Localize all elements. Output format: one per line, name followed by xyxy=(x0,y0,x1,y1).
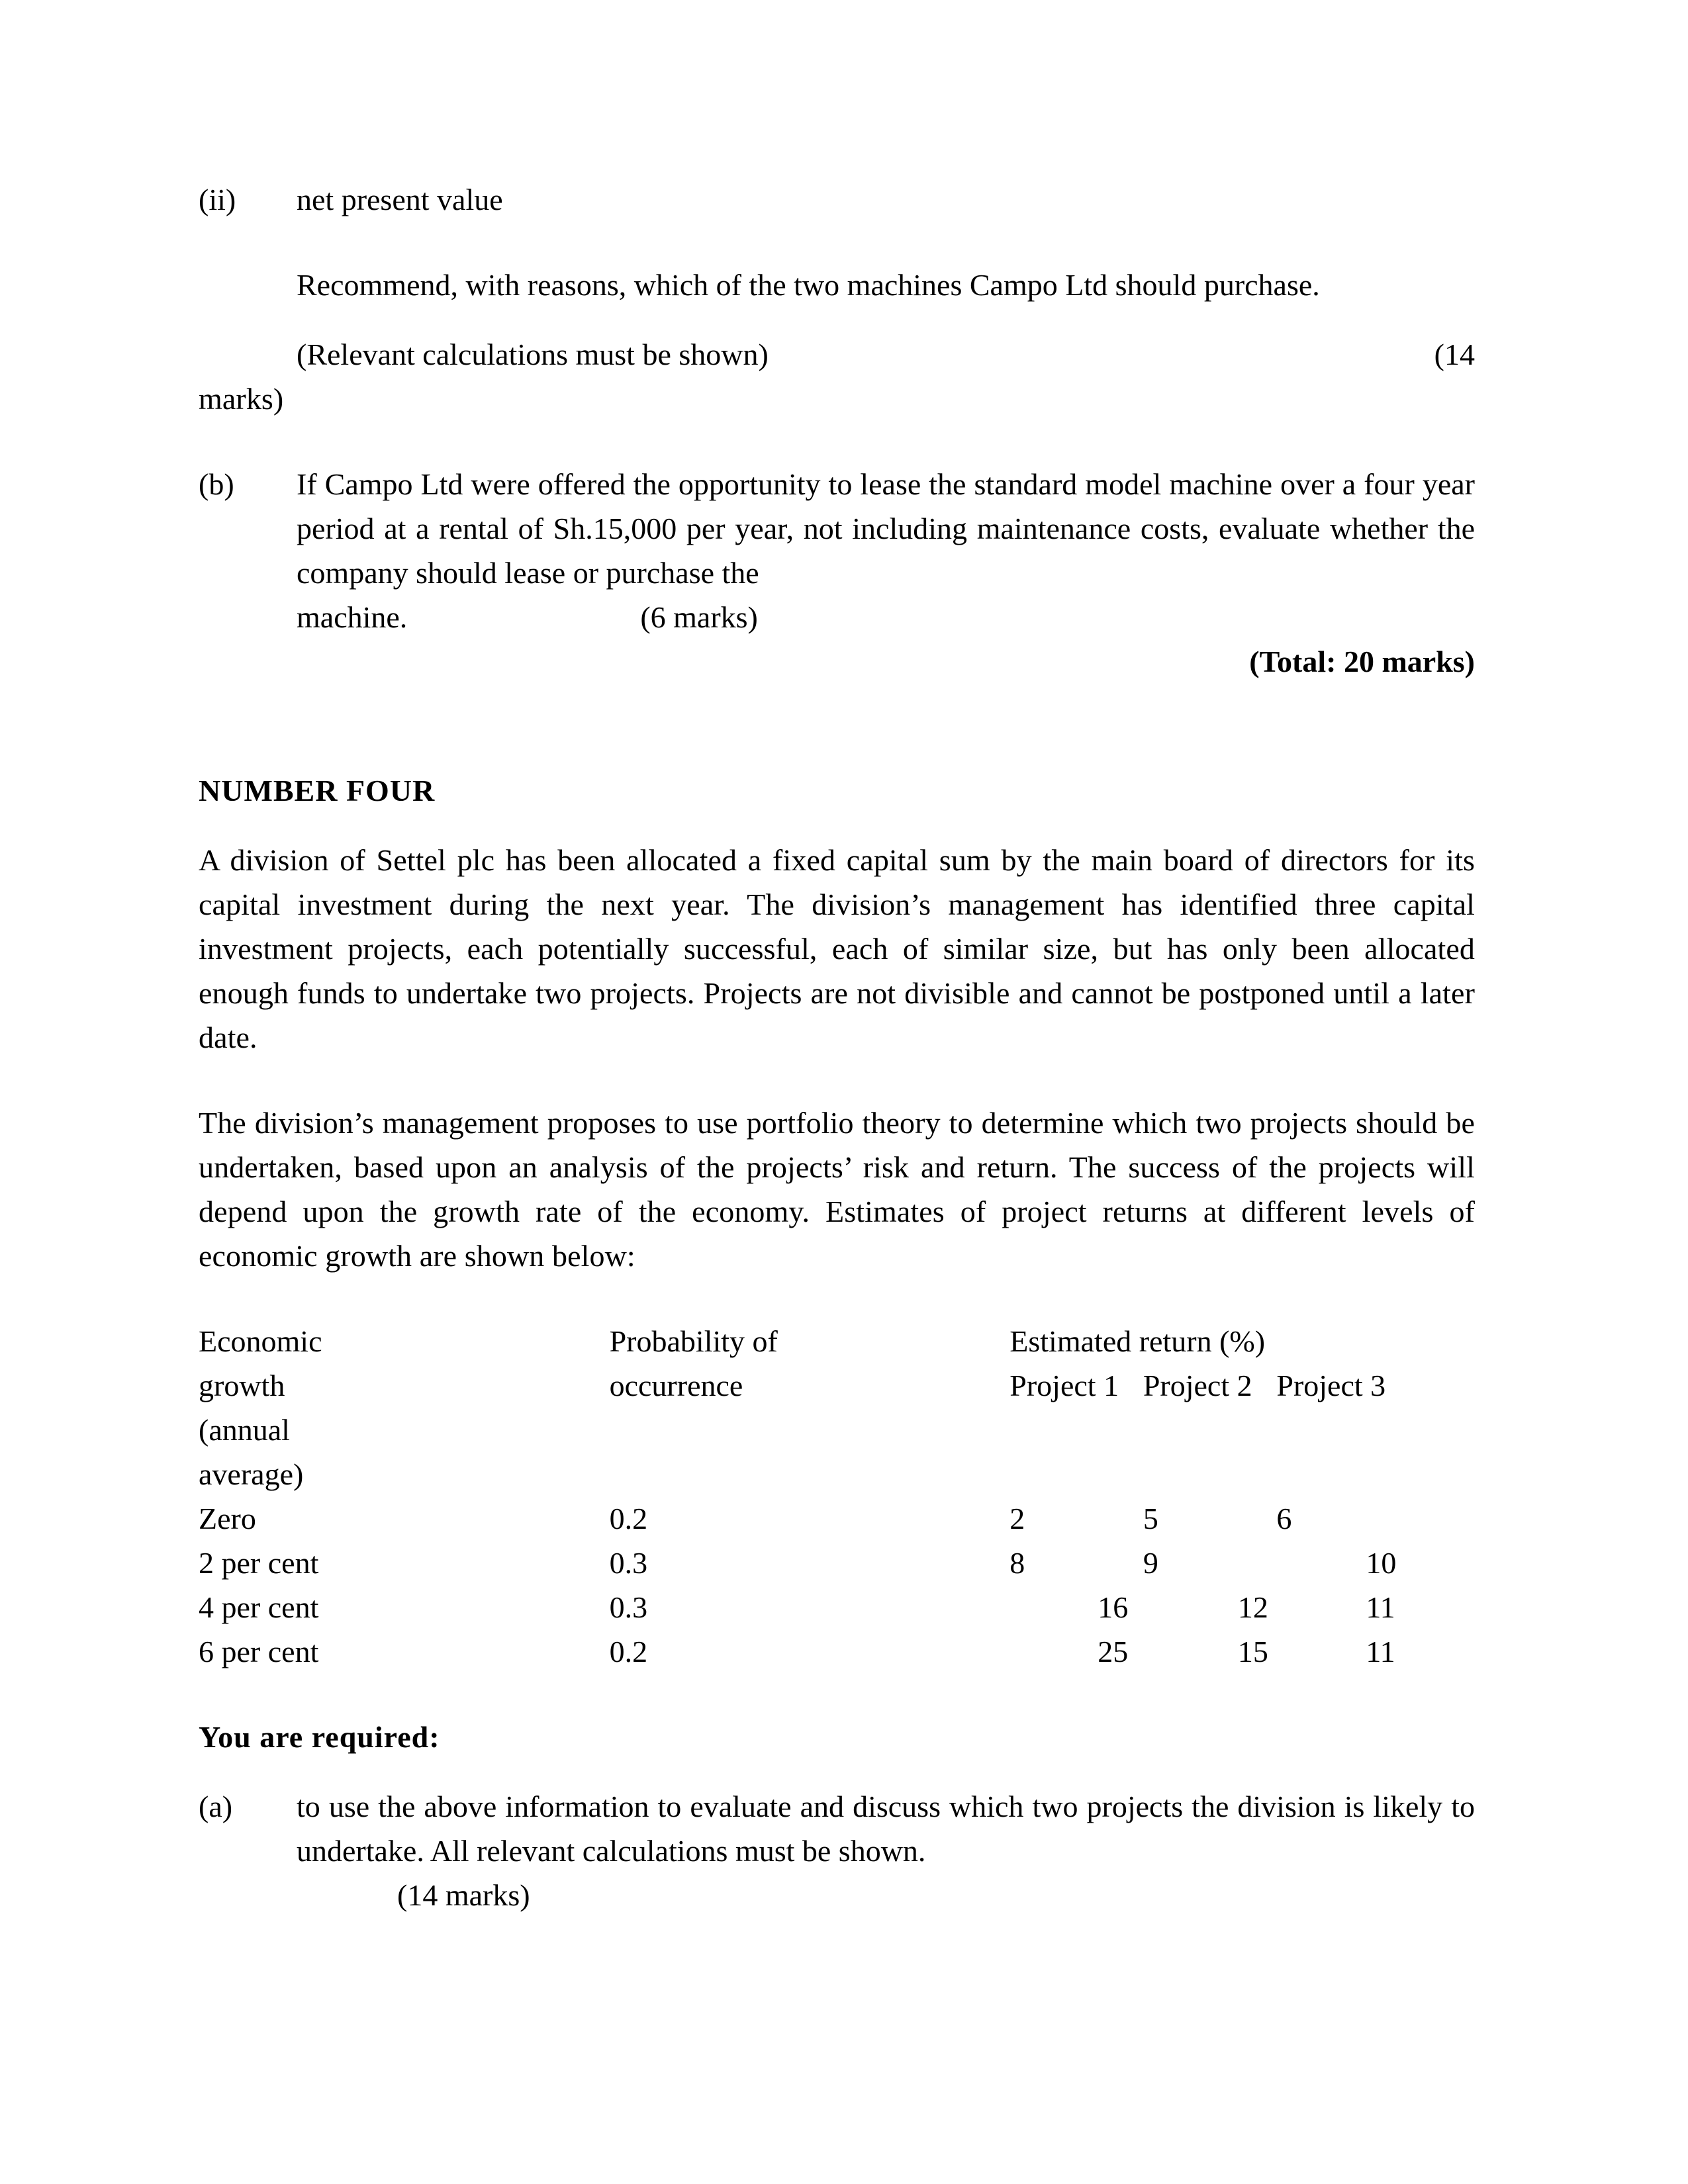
page-content xyxy=(199,177,1475,1917)
table-header-row-1 xyxy=(199,1319,1410,1363)
cell-growth: 2 per cent xyxy=(199,1546,319,1580)
cell-project-1: 2 xyxy=(1009,1502,1025,1535)
returns-table xyxy=(199,1319,1410,1674)
cell-project-1: 8 xyxy=(1009,1546,1025,1580)
spacer xyxy=(199,1278,1475,1319)
header-occurrence: occurrence xyxy=(609,1369,743,1402)
cell-project-3: 10 xyxy=(1366,1546,1397,1580)
table-row xyxy=(199,1541,1410,1585)
portfolio-paragraph: The division’s management proposes to use portfolio theory to determine which two projects should be undertaken, based upon an analysis of the projects’ risk and return. The success of the projects will depend upon the growth rate of the economy. Estimates of project returns at different levels of economic growth are shown below: xyxy=(199,1106,1475,1273)
relevant-calculations-marks: (14 xyxy=(1434,338,1475,371)
item-a-marks: (14 marks) xyxy=(397,1878,530,1912)
spacer xyxy=(199,813,1475,838)
table-header-row-4 xyxy=(199,1452,1410,1496)
cell-project-3: 11 xyxy=(1366,1590,1395,1624)
cell-project-2: 12 xyxy=(1237,1590,1268,1624)
table-row xyxy=(199,1585,1410,1629)
cell-growth: Zero xyxy=(199,1502,256,1535)
cell-probability: 0.3 xyxy=(609,1590,648,1624)
header-project-1: Project 1 xyxy=(1009,1369,1119,1402)
spacer xyxy=(199,1060,1475,1101)
header-economic: Economic xyxy=(199,1324,322,1358)
cell-project-3: 11 xyxy=(1366,1635,1395,1668)
list-text-a: to use the above information to evaluate and discuss which two projects the division is likely to undertake. All relevant calculations must be shown. xyxy=(297,1790,1475,1868)
spacer xyxy=(199,307,1475,332)
spacer xyxy=(199,684,1475,768)
list-item-ii xyxy=(199,177,1475,222)
table-header-row-2 xyxy=(199,1363,1410,1408)
table-header-row-3 xyxy=(199,1408,1410,1452)
header-growth: growth xyxy=(199,1369,285,1402)
list-item-a xyxy=(199,1784,1475,1873)
table-row xyxy=(199,1629,1410,1674)
relevant-calculations-note: (Relevant calculations must be shown) xyxy=(297,338,769,371)
cell-probability: 0.2 xyxy=(609,1635,648,1668)
cell-probability: 0.2 xyxy=(609,1502,648,1535)
header-project-3: Project 3 xyxy=(1276,1369,1386,1402)
cell-project-3: 6 xyxy=(1276,1502,1292,1535)
spacer xyxy=(199,1759,1475,1784)
list-marker-ii: (ii) xyxy=(199,183,236,216)
spacer xyxy=(199,222,1475,263)
header-average: average) xyxy=(199,1457,304,1491)
list-text-b: If Campo Ltd were offered the opportunity to lease the standard model machine over a four year period at a rental of Sh.15,000 per year, not including maintenance costs, evaluate whether the company should lease or purchase the xyxy=(297,467,1475,590)
list-item-b xyxy=(199,462,1475,595)
header-probability: Probability of xyxy=(609,1324,778,1358)
list-text-ii: net present value xyxy=(297,183,503,216)
required-heading: You are required: xyxy=(199,1720,440,1754)
recommend-paragraph-text: Recommend, with reasons, which of the two machines Campo Ltd should purchase. xyxy=(297,268,1320,302)
relevant-calculations-line xyxy=(199,332,1475,377)
header-project-2: Project 2 xyxy=(1143,1369,1252,1402)
cell-project-2: 5 xyxy=(1143,1502,1158,1535)
header-estimated-return: Estimated return (%) xyxy=(1009,1324,1266,1358)
item-b-last-line xyxy=(199,595,1475,639)
cell-growth: 4 per cent xyxy=(199,1590,319,1624)
intro-paragraph: A division of Settel plc has been allocated a fixed capital sum by the main board of directors for its capital investment during the next year. The division’s management has identified three capital investment projects, each potentially successful, each of similar size, but has only been allocated enough funds to undertake two projects. Projects are not divisible and cannot be postponed until a later date. xyxy=(199,843,1475,1054)
list-marker-a: (a) xyxy=(199,1790,233,1823)
cell-project-1: 25 xyxy=(1098,1635,1129,1668)
total-marks: (Total: 20 marks) xyxy=(1249,645,1475,678)
question-heading-number-four: NUMBER FOUR xyxy=(199,774,436,807)
relevant-calculations-marks-cont: marks) xyxy=(199,382,284,416)
spacer xyxy=(199,1674,1475,1715)
recommend-paragraph xyxy=(199,263,1475,307)
cell-project-2: 9 xyxy=(1143,1546,1158,1580)
list-marker-b: (b) xyxy=(199,467,234,501)
cell-growth: 6 per cent xyxy=(199,1635,319,1668)
spacer xyxy=(199,421,1475,462)
cell-probability: 0.3 xyxy=(609,1546,648,1580)
item-b-marks: (6 marks) xyxy=(640,600,758,634)
header-annual: (annual xyxy=(199,1413,290,1447)
cell-project-2: 15 xyxy=(1237,1635,1268,1668)
table-row xyxy=(199,1496,1410,1541)
item-b-last-word: machine. xyxy=(297,600,408,634)
cell-project-1: 16 xyxy=(1098,1590,1129,1624)
